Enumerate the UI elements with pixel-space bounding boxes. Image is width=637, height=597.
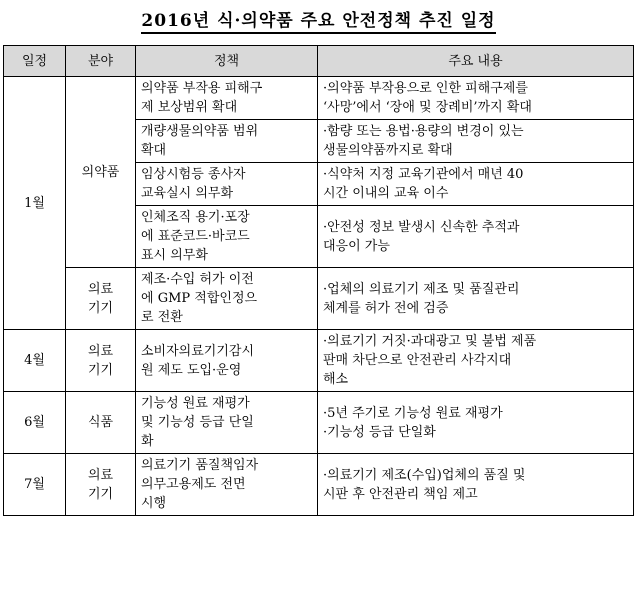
- month-cell: 1월: [4, 77, 66, 330]
- field-line: 의료: [87, 467, 114, 483]
- header-content: 주요 내용: [318, 46, 634, 77]
- content-cell: [318, 163, 634, 206]
- policy-cell: [136, 268, 318, 330]
- policy-line: 의약품 부작용 피해구: [141, 81, 263, 96]
- field-line: 의료: [87, 281, 114, 297]
- field-cell: [66, 268, 136, 330]
- policy-cell: [136, 454, 318, 516]
- policy-line: 기능성 원료 재평가: [141, 396, 250, 411]
- field-cell: [66, 454, 136, 516]
- schedule-table: [3, 45, 634, 516]
- table-row: [4, 330, 634, 392]
- policy-line: 교육실시 의무화: [141, 186, 234, 201]
- content-line: ·기능성 등급 단일화: [323, 424, 436, 440]
- content-line: 해소: [323, 372, 349, 387]
- content-cell: [318, 206, 634, 268]
- policy-cell: [136, 120, 318, 163]
- policy-cell: [136, 330, 318, 392]
- policy-line: 의무고용제도 전면: [141, 477, 246, 492]
- policy-line: 화: [141, 434, 154, 449]
- header-schedule: 일정: [4, 46, 66, 77]
- content-line: 생물의약품까지로 확대: [323, 143, 453, 158]
- content-line: 시간 이내의 교육 이수: [323, 186, 449, 201]
- policy-line: 의료기기 품질책임자: [141, 458, 259, 473]
- content-line: ·의료기기 제조(수입)업체의 품질 및: [323, 467, 526, 483]
- policy-line: 및 기능성 등급 단일: [141, 415, 254, 430]
- policy-line: 에 표준코드·바코드: [141, 229, 250, 244]
- content-cell: [318, 77, 634, 120]
- document-title-text: 2016년 식·의약품 주요 안전정책 추진 일정: [141, 11, 495, 34]
- policy-line: 인체조직 용기·포장: [141, 210, 250, 225]
- content-line: 시판 후 안전관리 책임 제고: [323, 486, 478, 502]
- field-line: 기기: [87, 486, 114, 502]
- content-cell: [318, 392, 634, 454]
- table-header-row: [4, 46, 634, 77]
- content-cell: [318, 120, 634, 163]
- content-line: 체계를 허가 전에 검증: [323, 300, 449, 316]
- content-cell: [318, 330, 634, 392]
- document-title: [0, 6, 637, 31]
- field-cell: 식품: [66, 392, 136, 454]
- month-cell: 7월: [4, 454, 66, 516]
- policy-cell: [136, 163, 318, 206]
- field-line: 기기: [87, 300, 114, 316]
- field-line: 의료: [87, 343, 114, 359]
- content-line: 대응이 가능: [323, 238, 390, 254]
- month-cell: 6월: [4, 392, 66, 454]
- policy-cell: [136, 206, 318, 268]
- table-row: [4, 392, 634, 454]
- content-line: ·5년 주기로 기능성 원료 재평가: [323, 405, 503, 421]
- policy-line: 임상시험등 종사자: [141, 167, 246, 182]
- content-cell: [318, 268, 634, 330]
- table-row: [4, 77, 634, 120]
- policy-line: 소비자의료기기감시: [141, 343, 255, 359]
- policy-line: 개량생물의약품 범위: [141, 124, 259, 139]
- field-line: 기기: [87, 362, 114, 378]
- policy-cell: [136, 77, 318, 120]
- content-line: 판매 차단으로 안전관리 사각지대: [323, 353, 512, 368]
- content-line: ·식약처 지정 교육기관에서 매년 40: [323, 167, 524, 182]
- content-line: ·의약품 부작용으로 인한 피해구제를: [323, 81, 528, 96]
- header-policy: 정책: [136, 46, 318, 77]
- policy-line: 원 제도 도입·운영: [141, 362, 242, 378]
- content-line: ·업체의 의료기기 제조 및 품질관리: [323, 281, 520, 297]
- content-line: ·안전성 정보 발생시 신속한 추적과: [323, 219, 520, 235]
- policy-cell: [136, 392, 318, 454]
- policy-line: 로 전환: [141, 310, 183, 325]
- table-row: [4, 454, 634, 516]
- content-line: ·의료기기 거짓·과대광고 및 불법 제품: [323, 334, 537, 349]
- policy-line: 제조·수입 허가 이전: [141, 272, 254, 287]
- policy-line: 제 보상범위 확대: [141, 100, 238, 115]
- header-field: 분야: [66, 46, 136, 77]
- policy-line: 에 GMP 적합인정으: [141, 291, 258, 306]
- table-row: [4, 268, 634, 330]
- field-cell: 의약품: [66, 77, 136, 268]
- content-cell: [318, 454, 634, 516]
- policy-line: 확대: [141, 143, 167, 158]
- policy-line: 표시 의무화: [141, 248, 208, 263]
- policy-line: 시행: [141, 496, 167, 511]
- content-line: ·함량 또는 용법·용량의 변경이 있는: [323, 124, 524, 139]
- field-cell: [66, 330, 136, 392]
- content-line: ‘사망’에서 ‘장애 및 장례비’까지 확대: [323, 100, 532, 115]
- month-cell: 4월: [4, 330, 66, 392]
